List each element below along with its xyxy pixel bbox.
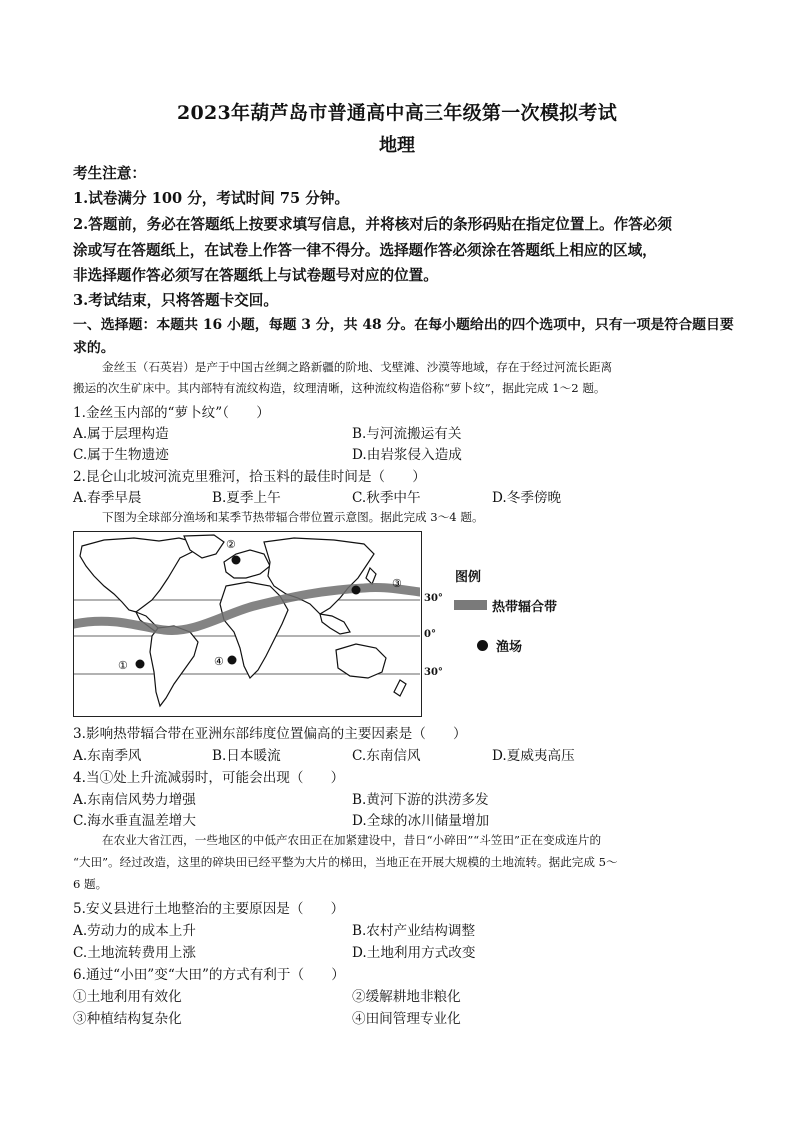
notice-item-3: 3.考试结束，只将答题卡交回。 [73,292,278,309]
lat-label-s30: 30° [424,667,443,678]
subject-title: 地理 [379,135,415,156]
fishing-ground-3-dot [352,586,361,595]
q3-stem: 3.影响热带辐合带在亚洲东部纬度位置偏高的主要因素是（ ） [73,726,467,742]
q6-statement-4: ④田间管理专业化 [352,1011,461,1027]
marker-2: ② [226,538,236,551]
legend-title: 图例 [455,570,482,585]
greenland-shape [184,535,224,558]
australia-shape [336,644,386,678]
legend-itcz-swatch [454,600,487,610]
world-map-figure [73,531,422,717]
q6-stem: 6.通过“小田”变“大田”的方式有利于（ ） [73,967,345,983]
passage3-line-1: 在农业大省江西，一些地区的中低产农田正在加紧建设中，昔日“小碎田”“斗笠田”正在变成连片的 [102,833,602,847]
passage3-line-2: “大田”。经过改造，这里的碎块田已经平整为大片的梯田，当地正在开展大规模的土地流转。据此完成 5～ [73,855,618,869]
south-america-shape [150,626,198,706]
passage3-line-3: 6 题。 [73,877,108,891]
fishing-ground-1-dot [136,660,145,669]
passage2-line-1: 下图为全球部分渔场和某季节热带辐合带位置示意图。据此完成 3～4 题。 [102,510,484,524]
q6-statement-1: ①土地利用有效化 [73,989,182,1005]
section1-line-1: 一、选择题：本题共 16 小题，每题 3 分，共 48 分。在每小题给出的四个选项中，只有一项是符合题目要 [73,317,734,333]
q2-stem: 2.昆仑山北坡河流克里雅河，拾玉料的最佳时间是（ ） [73,469,426,485]
marker-3: ③ [392,577,402,590]
q6-statement-3: ③种植结构复杂化 [73,1011,182,1027]
notice-item-1: 1.试卷满分 100 分，考试时间 75 分钟。 [73,190,350,207]
q2-option-a: A.春季早晨 [73,490,142,506]
q1-stem: 1.金丝玉内部的“萝卜纹”（ ） [73,405,270,421]
q1-option-c: C.属于生物遗迹 [73,447,169,463]
marker-1: ① [118,659,128,672]
lat-label-0: 0° [424,629,436,640]
exam-title: 2023年葫芦岛市普通高中高三年级第一次模拟考试 [176,102,618,124]
new-zealand-shape [394,680,406,696]
q3-option-b: B.日本暖流 [212,748,281,764]
marker-4: ④ [214,655,224,668]
q1-option-b: B.与河流搬运有关 [352,426,462,442]
q3-option-c: C.东南信风 [352,748,421,764]
notice-item-2-line-2: 涂或写在答题纸上，在试卷上作答一律不得分。选择题作答必须涂在答题纸上相应的区域， [73,242,657,259]
notice-item-2-line-3: 非选择题作答必须写在答题纸上与试卷题号对应的位置。 [73,267,438,284]
fishing-ground-2-dot [232,556,241,565]
q4-option-c: C.海水垂直温差增大 [73,813,196,829]
q4-stem: 4.当①处上升流减弱时，可能会出现（ ） [73,770,345,786]
notice-item-2-line-1: 2.答题前，务必在答题纸上按要求填写信息，并将核对后的条形码贴在指定位置上。作答必须 [73,216,672,233]
fishing-ground-4-dot [228,656,237,665]
passage1-line-1: 金丝玉（石英岩）是产于中国古丝绸之路新疆的阶地、戈壁滩、沙漠等地域，存在于经过河流长距离 [102,360,613,374]
world-map-svg [74,532,420,715]
legend-fishing-label: 渔场 [496,640,523,655]
legend-itcz-label: 热带辐合带 [492,600,558,615]
q3-option-d: D.夏威夷高压 [492,748,575,764]
legend-fishing-dot [477,640,488,651]
japan-shape [366,568,376,584]
southeast-asia-shape [320,614,350,634]
q1-option-d: D.由岩浆侵入造成 [352,447,462,463]
q5-stem: 5.安义县进行土地整治的主要原因是（ ） [73,901,345,917]
q2-option-c: C.秋季中午 [352,490,421,506]
q2-option-b: B.夏季上午 [212,490,281,506]
section1-line-2: 求的。 [73,340,115,356]
notice-heading: 考生注意： [73,165,146,182]
q5-option-b: B.农村产业结构调整 [352,923,476,939]
q4-option-d: D.全球的冰川储量增加 [352,813,490,829]
q5-option-d: D.土地利用方式改变 [352,945,476,961]
q6-statement-2: ②缓解耕地非粮化 [352,989,461,1005]
q4-option-a: A.东南信风势力增强 [73,792,196,808]
passage1-line-2: 搬运的次生矿床中。其内部特有流纹构造，纹理清晰，这种流纹构造俗称“萝卜纹”，据此完成 1～2 题。 [73,381,606,395]
q1-option-a: A.属于层理构造 [73,426,169,442]
north-america-shape [80,538,194,612]
q4-option-b: B.黄河下游的洪涝多发 [352,792,489,808]
q2-option-d: D.冬季傍晚 [492,490,562,506]
q5-option-a: A.劳动力的成本上升 [73,923,196,939]
lat-label-n30: 30° [424,593,443,604]
europe-shape [224,550,270,578]
q3-option-a: A.东南季风 [73,748,142,764]
q5-option-c: C.土地流转费用上涨 [73,945,196,961]
